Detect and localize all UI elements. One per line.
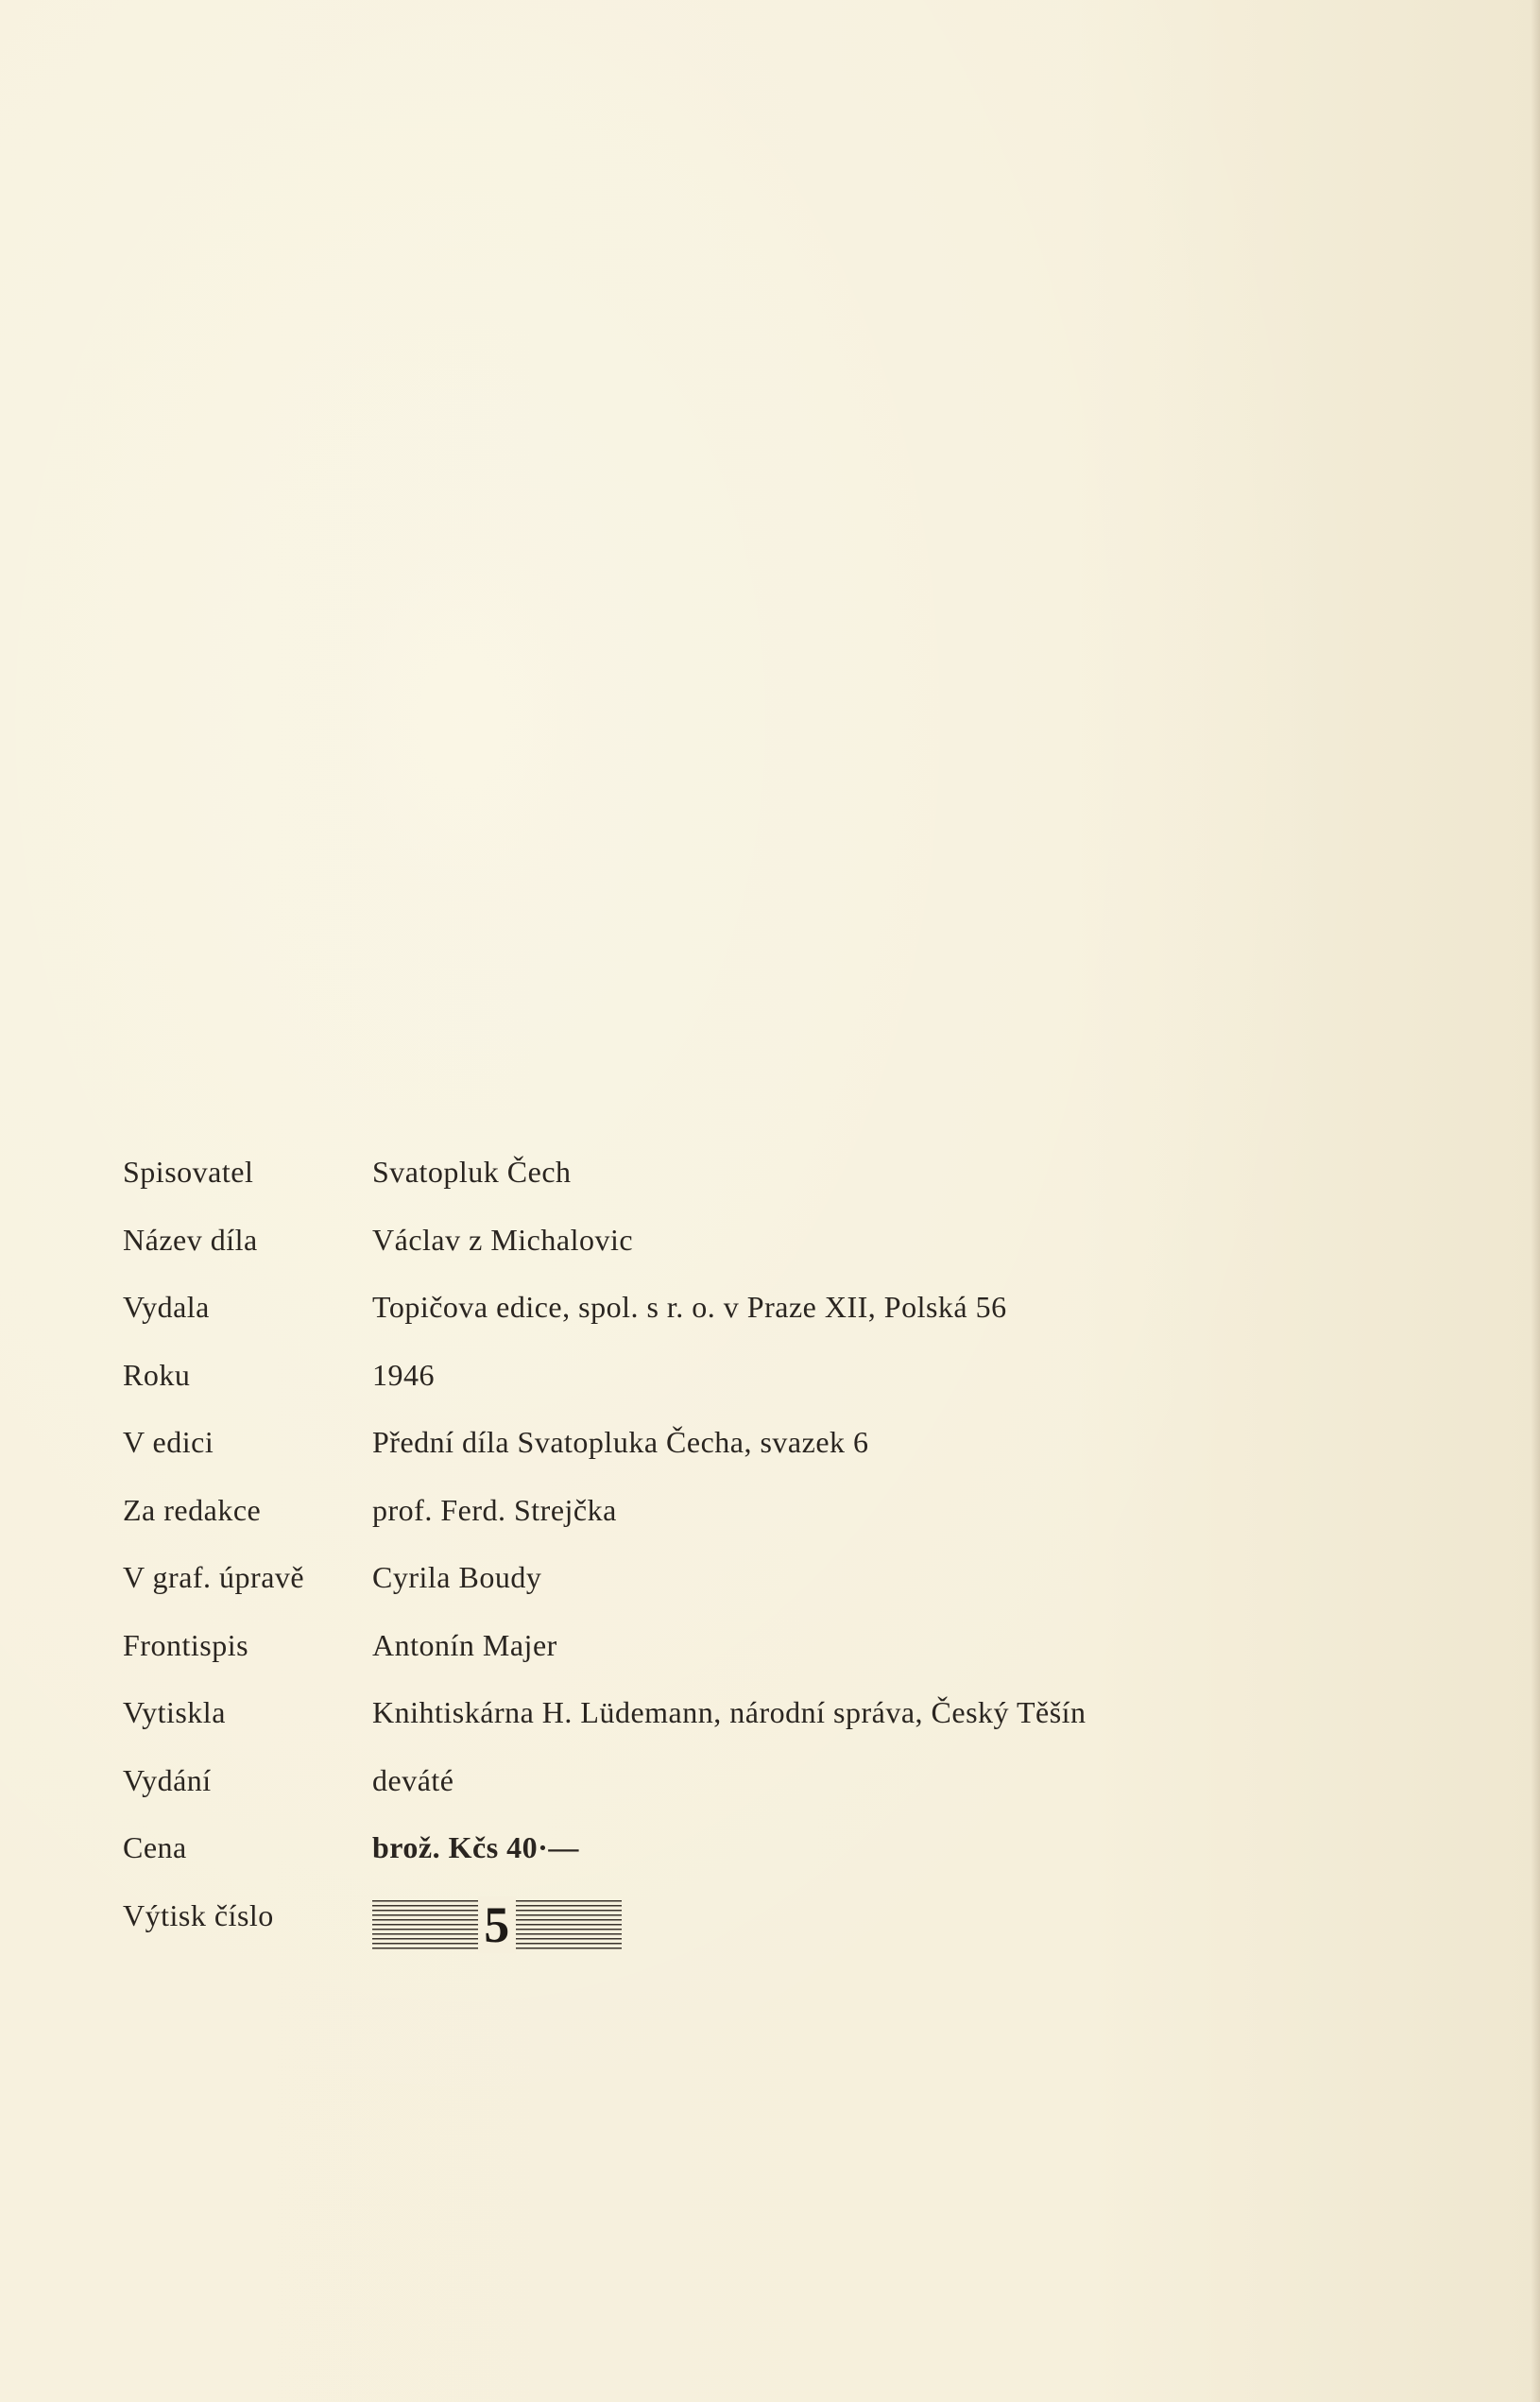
- colophon-row-publisher: [123, 1278, 1351, 1347]
- colophon-row-printer: [123, 1684, 1351, 1752]
- label-series: V edici: [123, 1425, 214, 1459]
- label-title: Název díla: [123, 1222, 258, 1257]
- value-author: Svatopluk Čech: [372, 1155, 572, 1189]
- value-editor: prof. Ferd. Strejčka: [372, 1492, 617, 1527]
- colophon-row-edition: [123, 1752, 1351, 1820]
- value-title: Václav z Michalovic: [372, 1222, 634, 1257]
- value-edition: deváté: [372, 1762, 454, 1797]
- colophon-row-copy-number: [123, 1887, 1351, 1955]
- label-author: Spisovatel: [123, 1155, 254, 1189]
- value-series: Přední díla Svatopluka Čecha, svazek 6: [372, 1425, 869, 1459]
- value-design: Cyrila Boudy: [372, 1560, 542, 1594]
- colophon-row-price: [123, 1819, 1351, 1887]
- colophon-row-year: [123, 1347, 1351, 1415]
- label-frontispiece: Frontispis: [123, 1627, 249, 1662]
- colophon: [123, 1143, 1351, 1954]
- value-printer: Knihtiskárna H. Lüdemann, národní správa, Český Těšín: [372, 1695, 1087, 1729]
- value-year: 1946: [372, 1357, 435, 1392]
- label-edition: Vydání: [123, 1762, 212, 1797]
- colophon-row-design: [123, 1549, 1351, 1617]
- colophon-row-editor: [123, 1482, 1351, 1550]
- label-editor: Za redakce: [123, 1492, 262, 1527]
- label-price: Cena: [123, 1830, 187, 1864]
- colophon-row-series: [123, 1414, 1351, 1482]
- value-copy-number: 5: [478, 1896, 516, 1953]
- page-edge-shadow: [1531, 0, 1540, 2402]
- colophon-row-frontispiece: [123, 1617, 1351, 1685]
- copy-number-box: [372, 1896, 622, 1953]
- colophon-row-title: [123, 1211, 1351, 1279]
- label-year: Roku: [123, 1357, 191, 1392]
- value-price: brož. Kčs 40·—: [372, 1830, 579, 1864]
- colophon-row-author: [123, 1143, 1351, 1211]
- label-design: V graf. úpravě: [123, 1560, 305, 1594]
- label-printer: Vytiskla: [123, 1695, 226, 1729]
- label-publisher: Vydala: [123, 1290, 210, 1324]
- label-copy-number: Výtisk číslo: [123, 1897, 274, 1932]
- value-frontispiece: Antonín Majer: [372, 1627, 557, 1662]
- value-publisher: Topičova edice, spol. s r. o. v Praze XII, Polská 56: [372, 1290, 1007, 1324]
